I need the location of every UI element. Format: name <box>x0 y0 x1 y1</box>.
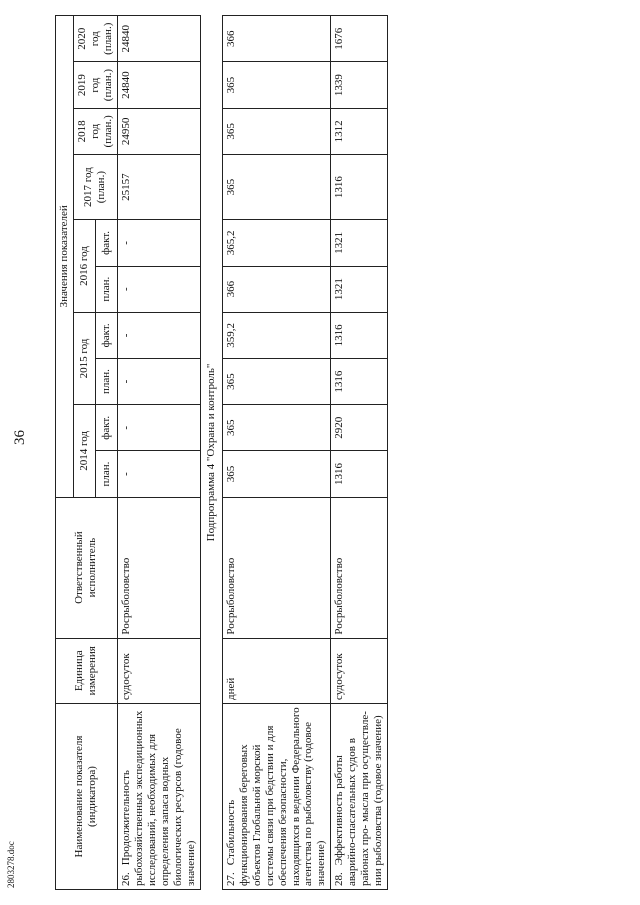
header-year-2015: 2015 год <box>73 312 95 404</box>
value-2014-fact: - <box>117 405 200 451</box>
header-year-2017: 2017 год (план.) <box>73 154 117 219</box>
header-executor: Ответственный исполнитель <box>56 497 118 638</box>
value-2014-fact: 365 <box>222 405 331 451</box>
value-2018: 24950 <box>117 108 200 154</box>
header-year-2016: 2016 год <box>73 220 95 312</box>
header-year-2014: 2014 год <box>73 405 95 497</box>
header-plan-2014: план. <box>95 451 117 497</box>
value-2020: 366 <box>222 16 331 62</box>
unit-cell: судосуток <box>331 638 388 703</box>
value-2017: 25157 <box>117 154 200 219</box>
value-2016-plan: - <box>117 266 200 312</box>
row-number: 27. <box>224 872 237 886</box>
value-2016-fact: - <box>117 220 200 266</box>
value-2019: 24840 <box>117 62 200 108</box>
unit-cell: судосуток <box>117 638 200 703</box>
value-2015-plan: 1316 <box>331 358 388 404</box>
table-row <box>331 16 388 890</box>
executor-cell: Росрыболовство <box>117 497 200 638</box>
header-plan-2016: план. <box>95 266 117 312</box>
page-number: 36 <box>12 430 28 445</box>
header-name: Наименование показателя (индикатора) <box>56 703 118 889</box>
value-2015-plan: 365 <box>222 358 331 404</box>
row-number: 26. <box>119 872 132 886</box>
value-2015-fact: - <box>117 312 200 358</box>
executor-cell: Росрыболовство <box>222 497 331 638</box>
header-unit: Единица измерения <box>56 638 118 703</box>
indicator-name: Продолжительность рыбохозяйственных экспедиционных исследований, необходимых для определения запаса водных биологических ресурсов (годовое значение) <box>119 710 197 886</box>
value-2014-plan: - <box>117 451 200 497</box>
unit-cell: дней <box>222 638 331 703</box>
value-2020: 1676 <box>331 16 388 62</box>
executor-cell: Росрыболовство <box>331 497 388 638</box>
indicator-name-cell <box>117 703 200 889</box>
header-fact-2016: факт. <box>95 220 117 266</box>
header-year-2019: 2019 год (план.) <box>73 62 117 108</box>
value-2015-plan: - <box>117 358 200 404</box>
value-2019: 365 <box>222 62 331 108</box>
indicator-name-cell <box>222 703 331 889</box>
value-2016-plan: 1321 <box>331 266 388 312</box>
header-values-group: Значения показателей <box>56 16 74 498</box>
table-row <box>117 16 200 890</box>
value-2016-plan: 366 <box>222 266 331 312</box>
value-2016-fact: 365,2 <box>222 220 331 266</box>
rotated-table-container <box>55 15 630 890</box>
header-fact-2014: факт. <box>95 405 117 451</box>
value-2019: 1339 <box>331 62 388 108</box>
document-filename: 2803278.doc <box>6 841 16 888</box>
value-2014-fact: 2920 <box>331 405 388 451</box>
indicators-table <box>55 15 388 890</box>
value-2014-plan: 1316 <box>331 451 388 497</box>
header-year-2018: 2018 год (план.) <box>73 108 117 154</box>
value-2017: 365 <box>222 154 331 219</box>
value-2016-fact: 1321 <box>331 220 388 266</box>
value-2017: 1316 <box>331 154 388 219</box>
value-2015-fact: 359,2 <box>222 312 331 358</box>
header-fact-2015: факт. <box>95 312 117 358</box>
header-plan-2015: план. <box>95 358 117 404</box>
value-2018: 365 <box>222 108 331 154</box>
value-2015-fact: 1316 <box>331 312 388 358</box>
table-row <box>222 16 331 890</box>
subprogram-row <box>200 16 222 890</box>
indicator-name: Эффективность работы аварийно-спасательных судов в районах про- мысла при осуществле- нии рыболовства (годовое значение) <box>333 711 385 886</box>
indicator-name-cell <box>331 703 388 889</box>
value-2014-plan: 365 <box>222 451 331 497</box>
header-year-2020: 2020 год (план.) <box>73 16 117 62</box>
value-2020: 24840 <box>117 16 200 62</box>
value-2018: 1312 <box>331 108 388 154</box>
indicator-name: Стабильность функционирования береговых объектов Глобальной морской системы связи при бедствии и для обеспечения безопасности, находящихся в ведении Федерального агентства по рыболовству (годовое значение) <box>224 707 328 886</box>
row-number: 28. <box>333 872 346 886</box>
subprogram-label: Подпрограмма 4 "Охрана и контроль" <box>200 16 222 890</box>
